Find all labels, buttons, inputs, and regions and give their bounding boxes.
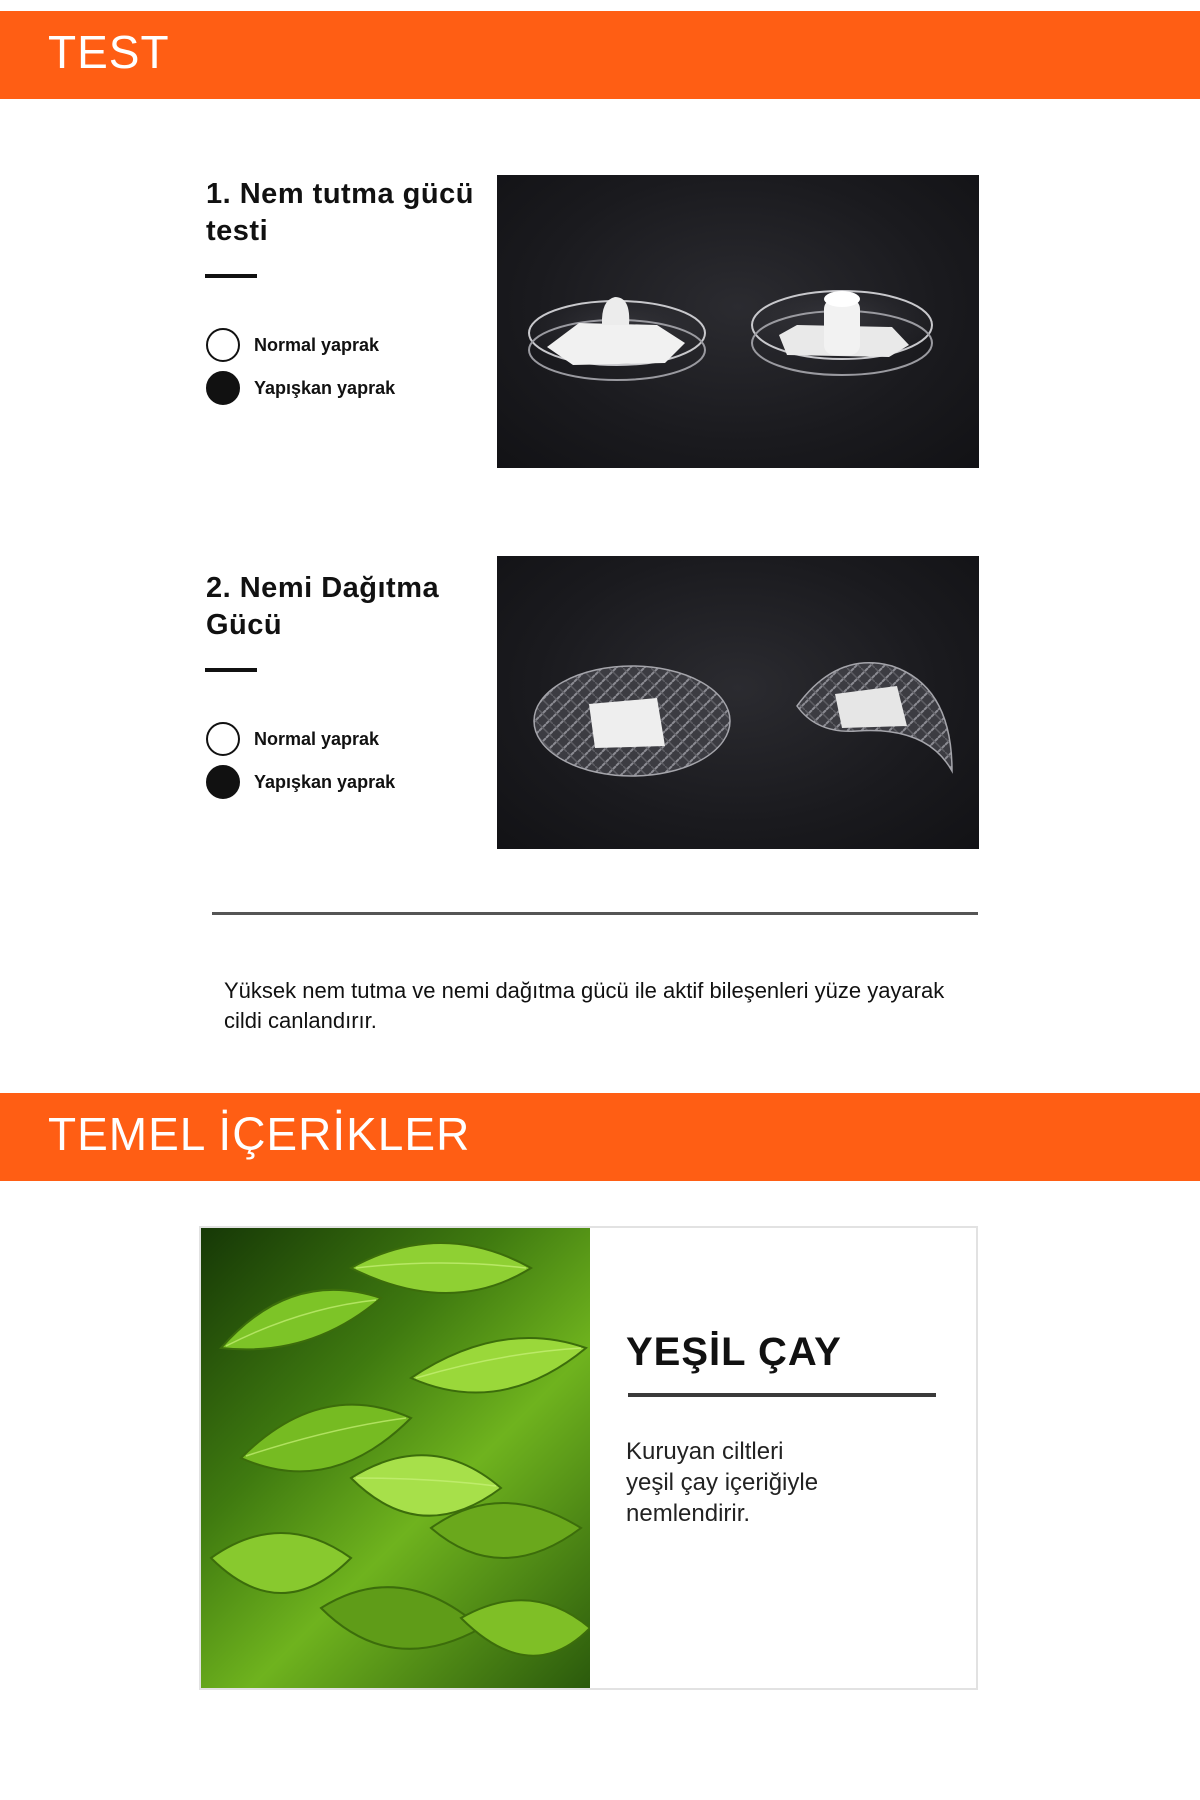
test-1-legend-sticky (206, 371, 395, 405)
legend-label-sticky: Yapışkan yaprak (254, 377, 396, 398)
ingredients-section-banner (0, 1093, 1200, 1181)
test-1-title: 1. Nem tutma gücü testi (206, 178, 474, 247)
test-1-title-rule (205, 274, 257, 278)
test-2-title: 2. Nemi Dağıtma Gücü (206, 572, 440, 641)
petri-dishes-photo (497, 175, 979, 468)
ingredient-name-rule (628, 1393, 936, 1397)
green-tea-leaves-photo (201, 1228, 590, 1688)
legend-label-sticky: Yapışkan yaprak (254, 771, 396, 792)
legend-label-normal: Normal yaprak (254, 334, 380, 355)
test-2-title-rule (205, 668, 257, 672)
empty-circle-icon (206, 328, 240, 362)
empty-circle-icon (206, 722, 240, 756)
ingredient-description: Kuruyan ciltleri yeşil çay içeriğiyle nemlendirir. (626, 1438, 819, 1527)
test-section-title: TEST (48, 26, 170, 78)
section-divider (212, 912, 978, 915)
legend-label-normal: Normal yaprak (254, 728, 380, 749)
test-summary-text: Yüksek nem tutma ve nemi dağıtma gücü ile aktif bileşenleri yüze yayarak cildi canlandırır. (224, 978, 945, 1033)
filled-circle-icon (206, 765, 240, 799)
filled-circle-icon (206, 371, 240, 405)
test-section-banner (0, 11, 1200, 99)
ingredient-name: YEŞİL ÇAY (626, 1330, 842, 1374)
sheet-masks-photo (497, 556, 979, 849)
ingredients-section-title: TEMEL İÇERİKLER (48, 1108, 471, 1160)
test-1-legend-normal (206, 328, 379, 362)
ingredient-card (199, 1226, 978, 1690)
test-2-legend-normal (206, 722, 379, 756)
test-2-legend-sticky (206, 765, 395, 799)
